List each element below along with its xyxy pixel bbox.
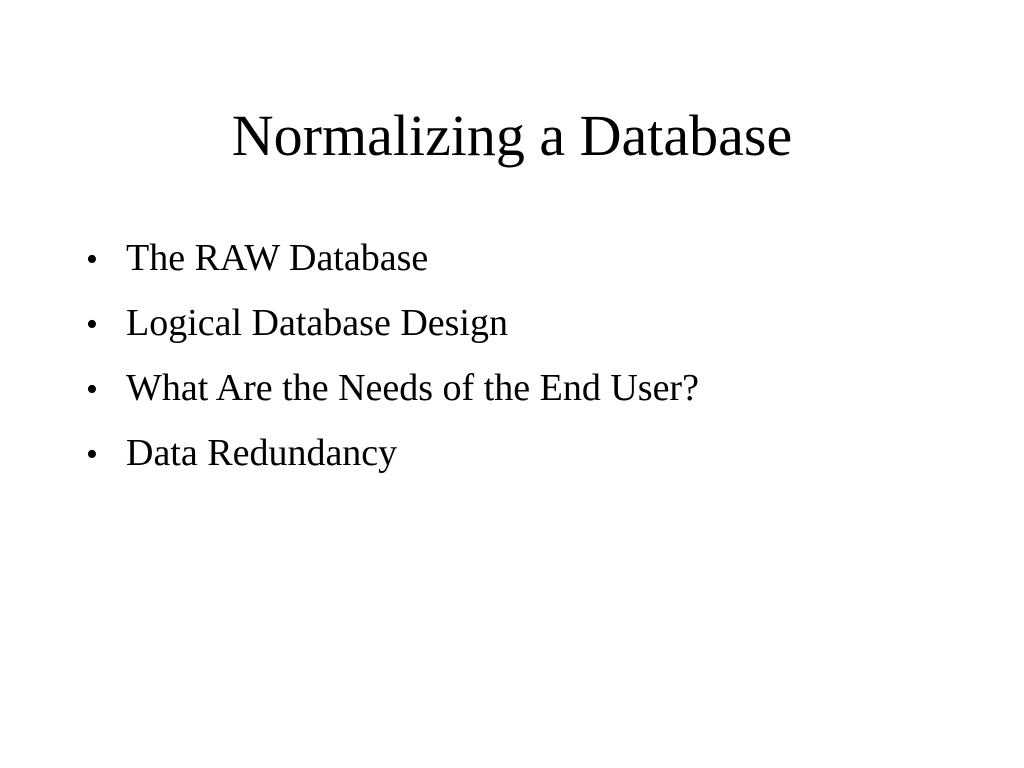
bullet-text: What Are the Needs of the End User?: [126, 367, 699, 409]
bullet-text: The RAW Database: [126, 237, 429, 279]
list-item: [86, 356, 699, 421]
bullet-icon: •: [86, 241, 98, 278]
slide-title: Normalizing a Database: [231, 103, 793, 168]
bullet-text: Logical Database Design: [126, 302, 508, 344]
bullet-list: [86, 226, 699, 486]
list-item: [86, 226, 699, 291]
bullet-icon: •: [86, 436, 98, 473]
list-item: [86, 421, 699, 486]
bullet-icon: •: [86, 371, 98, 408]
list-item: [86, 291, 699, 356]
bullet-text: Data Redundancy: [126, 432, 398, 474]
bullet-icon: •: [86, 306, 98, 343]
